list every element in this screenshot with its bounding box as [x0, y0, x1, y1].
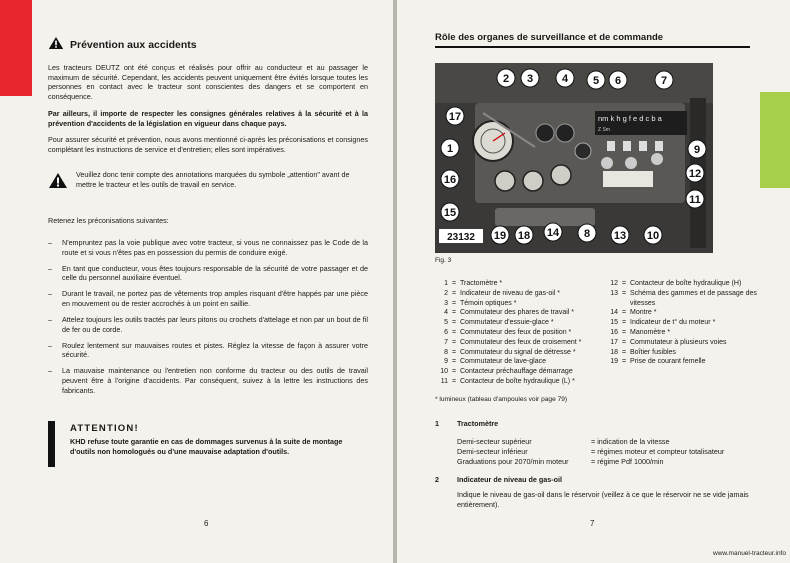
callout-16: 16 — [443, 174, 457, 186]
legend-row — [605, 338, 775, 348]
attention-bar — [48, 421, 55, 467]
row-value: = régime Pdf 1000/min — [591, 457, 664, 466]
legend-text: Montre * — [630, 309, 657, 317]
legend-row — [605, 357, 775, 367]
legend-row — [605, 318, 775, 328]
callout-19: 19 — [493, 230, 507, 242]
section-1-row — [457, 447, 757, 456]
section-number: 2 — [435, 475, 439, 484]
legend-equals: = — [451, 338, 457, 346]
legend-row — [605, 308, 775, 318]
para-instructions: Pour assurer sécurité et prévention, nous avons mentionné ci-après les préconisations et consignes complétant les instructions de service et d'entretien; elles sont impératives. — [48, 135, 368, 154]
callout-1: 1 — [446, 143, 454, 155]
list-item: – Durant le travail, ne portez pas de vêtements trop amples risquant d'être happés par une pièce en mouvement ou de rester accrochés à un point en saillie. — [48, 289, 368, 308]
legend-text: Indicateur de t° du moteur * — [630, 319, 716, 327]
legend-equals: = — [451, 309, 457, 317]
legend-text: Contacteur de boîte hydraulique (L) * — [460, 377, 575, 385]
legend-row — [435, 308, 630, 318]
legend-num: 9 — [444, 358, 448, 366]
callout-3: 3 — [526, 73, 534, 85]
legend-row — [435, 328, 630, 338]
legend-equals: = — [451, 319, 457, 327]
section-1-heading — [435, 419, 498, 428]
switch-letters: nm k h g f e d c b a — [598, 114, 662, 123]
retain-line: Retenez les préconisations suivantes: — [48, 216, 169, 225]
legend-num: 19 — [610, 358, 618, 366]
section-1-row — [457, 457, 757, 466]
list-item: – N'empruntez pas la voie publique avec votre tracteur, si vous ne connaissez pas le Code de la route et si vous n'êtes pas en possession du permis de conduire exigé. — [48, 238, 368, 257]
legend-equals: = — [621, 348, 627, 356]
safety-bullet-list — [48, 238, 368, 402]
list-item: – Roulez lentement sur mauvaises routes et pistes. Réglez la vitesse de façon à assurer votre sécurité. — [48, 341, 368, 360]
callout-10: 10 — [646, 230, 660, 242]
list-item: – Attelez toujours les outils tractés par leurs pitons ou crochets d'attelage et non par un bout de fil de fer ou de corde. — [48, 315, 368, 334]
legend-text: Commutateur des phares de travail * — [460, 309, 574, 317]
callout-11: 11 — [689, 194, 701, 206]
legend-text: Boîtier fusibles — [630, 348, 676, 356]
legend-equals: = — [451, 299, 457, 307]
page-title: Rôle des organes de surveillance et de commande — [435, 32, 664, 43]
section-1-row — [457, 437, 757, 446]
legend-row — [605, 279, 775, 289]
legend-num: 2 — [444, 289, 448, 297]
green-section-tab — [760, 92, 790, 188]
legend-text: Commutateur à plusieurs voies — [630, 338, 727, 346]
warning-note — [48, 170, 368, 189]
legend-equals: = — [621, 338, 627, 346]
legend-equals: = — [621, 319, 627, 327]
legend-row — [435, 367, 630, 377]
red-section-tab — [0, 0, 32, 96]
legend-num: 15 — [610, 319, 618, 327]
legend-text: Prise de courant femelle — [630, 358, 706, 366]
legend-equals: = — [451, 280, 457, 287]
legend-num: 6 — [444, 328, 448, 336]
legend-text: Schéma des gammes et de passage des vitesses — [630, 289, 757, 307]
callout-8: 8 — [583, 228, 591, 240]
legend-text: Commutateur du signal de détresse * — [460, 348, 576, 356]
legend-num: 16 — [610, 328, 618, 336]
legend-row — [435, 279, 630, 289]
legend-equals: = — [621, 309, 627, 317]
callout-6: 6 — [614, 75, 622, 87]
list-item: – En tant que conducteur, vous êtes toujours responsable de la sécurité de votre passager et de celle du personnel auxiliaire éventuel. — [48, 264, 368, 283]
list-item: – La mauvaise maintenance ou l'entretien non conforme du tracteur ou des outils de travail peuvent être à l'origine d'accidents. Par conséquent, suivez à la lettre les instructions des fabricants. — [48, 366, 368, 395]
callout-4: 4 — [561, 73, 569, 85]
legend-num: 3 — [444, 299, 448, 307]
watermark: www.manuel-tracteur.info — [713, 550, 786, 557]
legend-num: 5 — [444, 319, 448, 327]
callout-7: 7 — [660, 75, 668, 87]
callout-5: 5 — [592, 75, 600, 87]
legend-row — [435, 338, 630, 348]
row-label: Graduations pour 2070/min moteur — [457, 457, 569, 466]
callout-overlay — [435, 63, 713, 253]
legend-equals: = — [451, 289, 457, 297]
row-value: = régimes moteur et compteur totalisateur — [591, 447, 725, 456]
legend-equals: = — [621, 280, 627, 287]
callout-13: 13 — [613, 230, 627, 242]
legend-equals: = — [621, 328, 627, 336]
legend-text: Commutateur des feux de croisement * — [460, 338, 582, 346]
callout-12: 12 — [688, 168, 702, 180]
legend-num: 11 — [440, 377, 448, 385]
callout-17: 17 — [448, 111, 462, 123]
legend-num: 4 — [444, 309, 448, 317]
legend-num: 14 — [610, 309, 618, 317]
para-legislation: Par ailleurs, il importe de respecter les consignes générales relatives à la sécurité et à la prévention d'accidents de la législation en vigueur dans chaque pays. — [48, 109, 368, 128]
legend-num: 10 — [440, 368, 448, 376]
legend-equals: = — [621, 358, 627, 366]
legend-row — [605, 328, 775, 338]
right-page — [397, 0, 790, 563]
legend-num: 12 — [610, 280, 618, 287]
legend-text: Commutateur d'essuie-glace * — [460, 319, 554, 327]
legend-text: Tractomètre * — [460, 280, 503, 287]
legend-num: 8 — [444, 348, 448, 356]
switch-sub-letters: Z Sm — [598, 127, 610, 133]
callout-18: 18 — [517, 230, 531, 242]
title-rule — [435, 46, 750, 48]
row-label: Demi-secteur supérieur — [457, 437, 532, 446]
page-number-right: 7 — [590, 519, 595, 528]
legend-text: Manomètre * — [630, 328, 671, 336]
legend-row — [435, 318, 630, 328]
attention-box — [48, 421, 348, 467]
legend-row — [605, 289, 775, 309]
left-page — [0, 0, 393, 563]
page-number-left: 6 — [204, 519, 209, 528]
legend-row — [435, 357, 630, 367]
legend-equals: = — [621, 289, 627, 297]
warning-icon — [48, 172, 68, 189]
legend-row — [435, 299, 630, 309]
legend-num: 7 — [444, 338, 448, 346]
legend-text: Commutateur de lave-glace — [460, 358, 546, 366]
attention-text: KHD refuse toute garantie en cas de dommages survenus à la suite de montage d'outils non homologués ou d'une mauvaise adaptation d'outils. — [70, 437, 343, 456]
section-number: 1 — [435, 419, 439, 428]
row-label: Demi-secteur inférieur — [457, 447, 528, 456]
attention-title: ATTENTION! — [70, 423, 139, 434]
legend-equals: = — [451, 377, 457, 385]
legend-text: Indicateur de niveau de gas-oil * — [460, 289, 561, 297]
row-value: = indication de la vitesse — [591, 437, 670, 446]
warning-icon — [48, 36, 64, 50]
legend-text: Témoin optiques * — [460, 299, 517, 307]
legend-text: Contacteur préchauffage démarrage — [460, 368, 573, 376]
callout-2: 2 — [502, 73, 510, 85]
legend-text: Commutateur des feux de position * — [460, 328, 572, 336]
dashboard-photo — [435, 63, 713, 253]
legend-num: 13 — [610, 289, 618, 297]
callout-9: 9 — [693, 144, 701, 156]
section-title: Tractomètre — [457, 419, 499, 428]
heading-text: Prévention aux accidents — [70, 39, 197, 51]
section-title: Indicateur de niveau de gas-oil — [457, 475, 563, 484]
legend-text: Contacteur de boîte hydraulique (H) — [630, 280, 742, 287]
legend-row — [435, 289, 630, 299]
legend-num: 17 — [610, 338, 618, 346]
heading-accident-prevention — [48, 36, 197, 51]
photo-reference-number: 23132 — [447, 232, 475, 243]
legend-equals: = — [451, 348, 457, 356]
legend-equals: = — [451, 358, 457, 366]
callout-15: 15 — [443, 207, 457, 219]
section-2-heading — [435, 475, 562, 484]
legend-column-1 — [435, 279, 630, 387]
legend-footnote: * lumineux (tableau d'ampoules voir page 79) — [435, 396, 568, 403]
warning-note-text: Veuillez donc tenir compte des annotations marquées du symbole „attention" avant de mettre le tracteur et les outils de travail en service. — [76, 170, 350, 189]
legend-equals: = — [451, 368, 457, 376]
legend-equals: = — [451, 328, 457, 336]
legend-num: 18 — [610, 348, 618, 356]
callout-14: 14 — [546, 227, 560, 239]
section-2-text: Indique le niveau de gas-oil dans le réservoir (veillez à ce que le réservoir ne se vide jamais entièrement). — [457, 490, 749, 509]
figure-label: Fig. 3 — [435, 257, 452, 264]
legend-row — [435, 377, 630, 387]
legend-row — [605, 348, 775, 358]
legend-num: 1 — [444, 280, 448, 287]
legend-row — [435, 348, 630, 358]
para-intro: Les tracteurs DEUTZ ont été conçus et réalisés pour offrir au conducteur et au passager le maximum de sécurité. Cependant, les accidents peuvent uniquement être évités lorsque toutes les personnes en contact avec le tracteur sont conscientes des dangers et se comportent en conséquence. — [48, 63, 368, 101]
legend-column-2 — [605, 279, 775, 367]
